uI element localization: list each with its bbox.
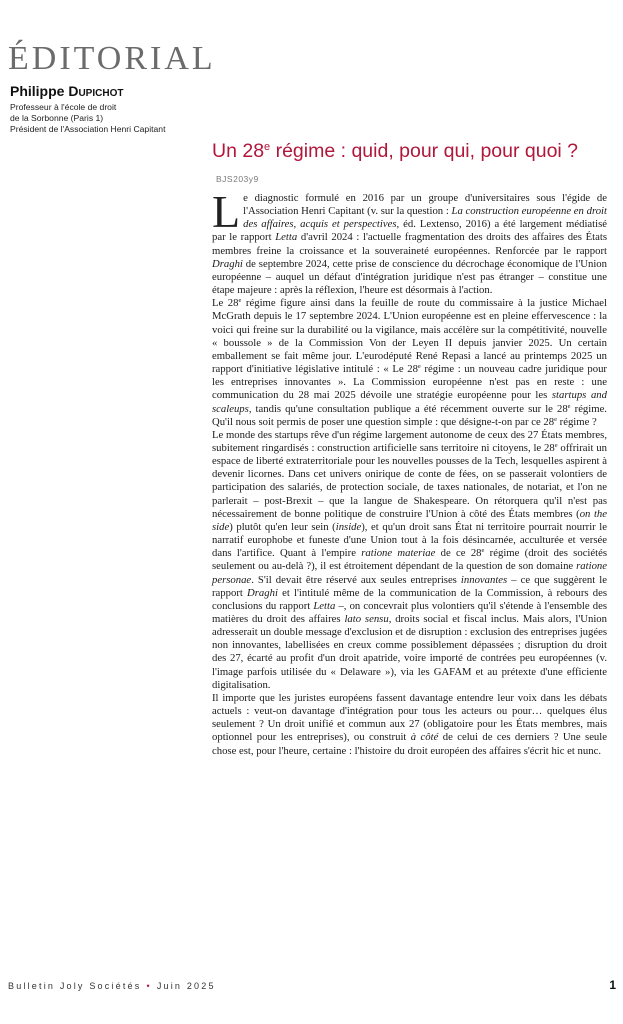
issue-date: Juin 2025 (156, 981, 216, 991)
section-heading: ÉDITORIAL (8, 40, 216, 77)
article-body (212, 186, 608, 758)
affiliation-line: Président de l'Association Henri Capitant (10, 124, 166, 134)
page-footer (8, 981, 608, 991)
author-name (10, 83, 310, 99)
author-last-name: Dupichot (68, 83, 124, 99)
paragraph: Le monde des startups rêve d'un régime largement autonome de ceux des 27 États membres, subitement ringardisés : construction artificielle sans territoire ni citoyens, le 28e offrirait un espace de liberté extraterritoriale pour les nouvelles pousses de la Tech, lesquelles aspirent à devenir licornes. Dans cet univers onirique de conte de fées, on se passerait volontiers de participation des salariés, de protection sociale, de taxes nationales, de notariat, et l'on ne parlerait – post-Brexit – que la langue de Shakespeare. On rétorquera qu'il n'est pas nécessairement de bonne politique de construire l'Union à côté des États membres (on the side) plutôt qu'en leur sein (inside), et qu'un droit sans État ni territoire pourrait nourrir le narratif europhobe et funeste d'une Union tout à la fois désincarnée, acculturée et versée dans l'artifice. Quant à l'empire ratione materiae de ce 28e régime (droit des sociétés seulement ou au-delà ?), il est étroitement dépendant de la question de son domaine ratione personae. S'il devait être réservé aux seules entreprises innovantes – ce que suggèrent le rapport Draghi et l'intitulé même de la communication de la Commission, à rebours des conclusions du rapport Letta –, on concevrait plus volontiers qu'il s'étende à l'ensemble des matières du droit des affaires lato sensu, droits social et fiscal inclus. Mais alors, l'Union adresserait un double message d'exclusion et de disruption : exclusion des entreprises jugées non innovantes, labellisées en creux comme possiblement dépassées ; disruption du droit des 27, écarté au profit d'un droit apatride, voire importé de contrées peu européennes (v. l'image parfois utilisée du « Delaware »), via les GAFAM et au prétexte d'une efficiente digitalisation. (212, 428, 608, 691)
drop-cap: L (212, 186, 241, 237)
footer-separator: • (146, 981, 152, 991)
paragraph: Le 28e régime figure ainsi dans la feuille de route du commissaire à la justice Michael McGrath depuis le 17 septembre 2024. L'Union européenne est en pleine effervescence : la voici qui freine sur la durabilité ou la vigilance, mais accélère sur la compétitivité, nouvelle « boussole » de la Commission Von der Leyen II depuis janvier 2025. Un certain emballement se fait même jour. L'eurodéputé René Repasi a lancé au printemps 2025 un rapport d'initiative législative intitulé : « Le 28e régime : un nouveau cadre juridique pour les entreprises innovantes ». La Commission européenne n'est pas en reste : une communication du 28 mai 2025 dévoile une stratégie européenne pour les startups and scaleups, tandis qu'une consultation publique a été récemment ouverte sur le 28e régime. Qu'il nous soit permis de poser une question simple : que désigne-t-on par ce 28e régime ? (212, 297, 607, 428)
author-affiliation (10, 102, 250, 135)
title-text: régime : quid, pour qui, pour quoi ? (270, 140, 579, 162)
article-reference: BJS203y9 (216, 174, 259, 184)
page-number: 1 (609, 978, 616, 992)
article-title (212, 139, 612, 192)
publication-name: Bulletin Joly Sociétés (8, 981, 142, 991)
affiliation-line: de la Sorbonne (Paris 1) (10, 113, 104, 123)
title-superscript: e (264, 141, 271, 153)
paragraph: Il importe que les juristes européens fassent davantage entendre leur voix dans les débats actuels : veut-on davantage d'intégration pour tous les acteurs ou pour… quelques élus seulement ? Un droit unifié et commun aux 27 (obligatoire pour les États membres, mais optionnel pour les entreprises), ou construit à côté de celui de ces derniers ? Une seule chose est, pour l'heure, certaine : l'histoire du droit européen des affaires s'écrit hic et nunc. (212, 691, 607, 757)
title-text: Un 28 (212, 140, 265, 162)
paragraph: Le diagnostic formulé en 2016 par un groupe d'universitaires sous l'égide de l'Association Henri Capitant (v. sur la question : La construction européenne en droit des affaires, acquis et perspectives, éd. Lextenso, 2016) a été largement médiatisé par le rapport Letta d'avril 2024 : l'actuelle fragmentation des droits des affaires des États membres freine la croissance et la souveraineté européennes. Renforcée par le rapport Draghi de septembre 2024, cette prise de conscience du décrochage économique de l'Union européenne – auquel un défaut d'intégration juridique n'est pas étranger – constitue une étape majeure : après la réflexion, l'heure est désormais à l'action. (212, 186, 607, 297)
affiliation-line: Professeur à l'école de droit (10, 102, 117, 112)
author-first-name: Philippe (10, 83, 65, 99)
